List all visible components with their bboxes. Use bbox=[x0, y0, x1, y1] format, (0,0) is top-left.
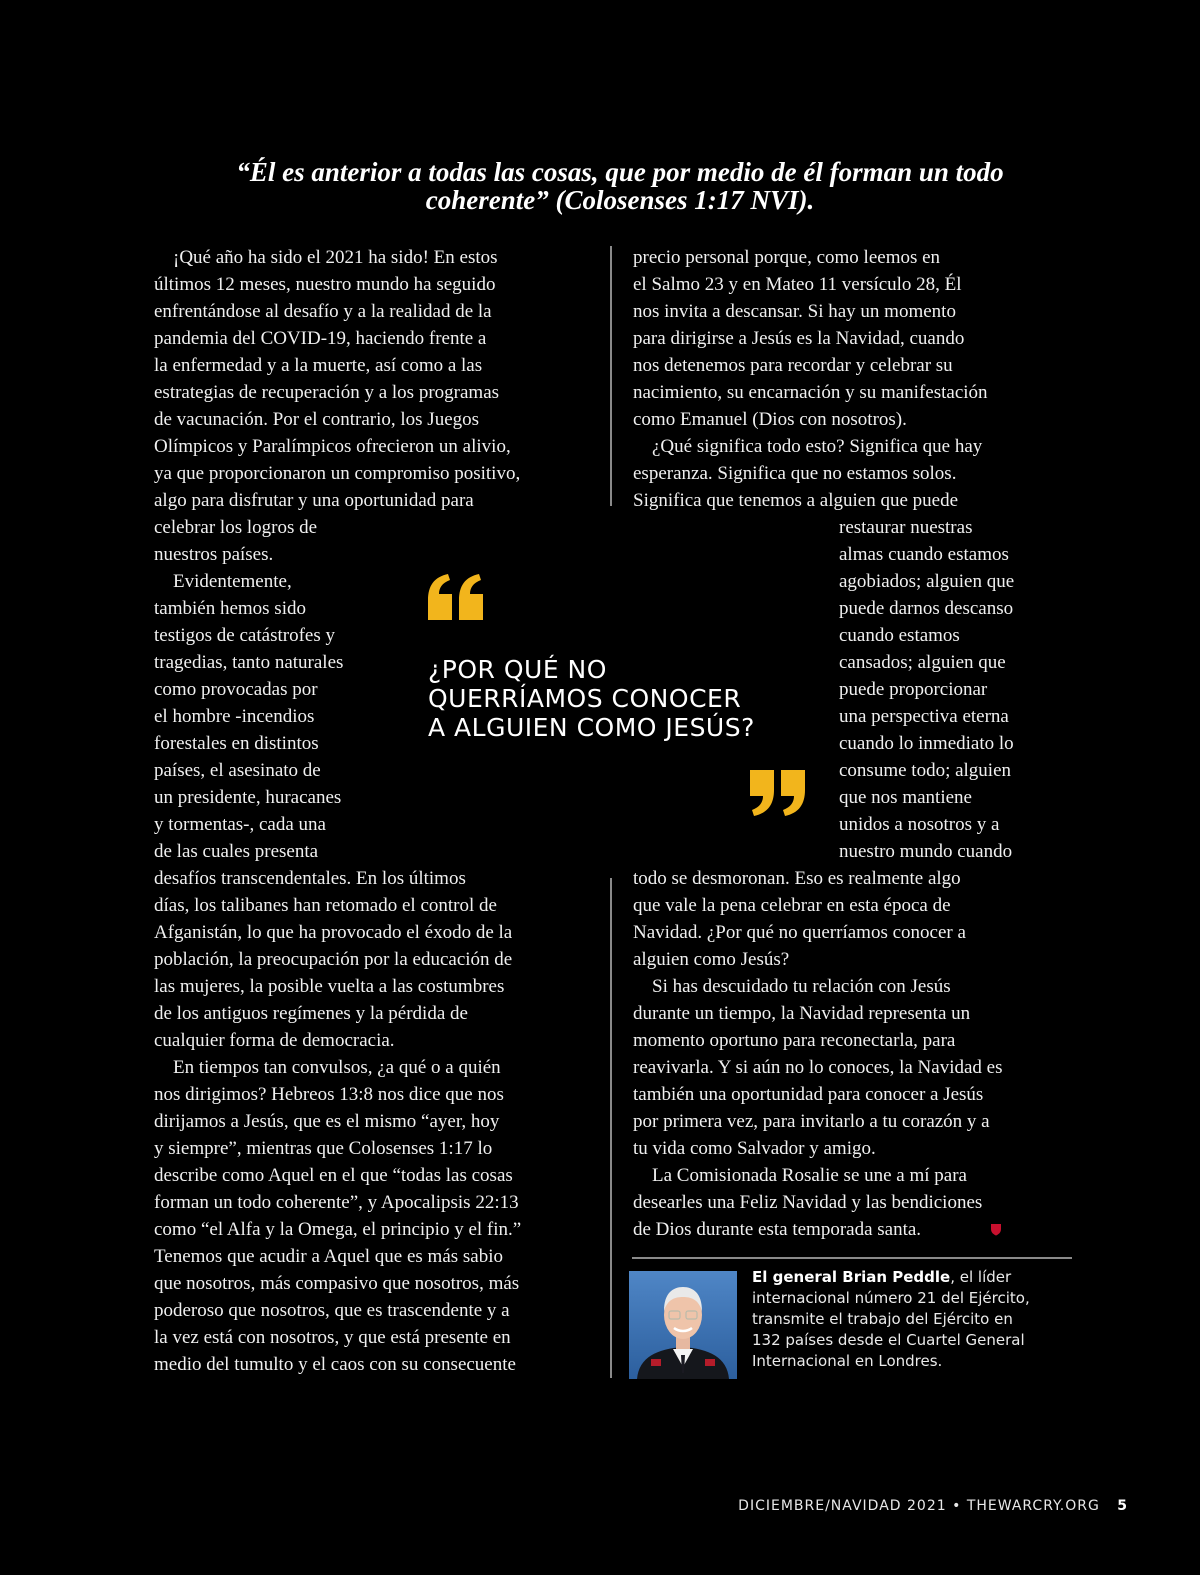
article-line: testigos de catástrofes y bbox=[154, 625, 335, 646]
article-line: cansados; alguien que bbox=[839, 652, 1006, 673]
article-line: desafíos transcendentales. En los últimos bbox=[154, 868, 466, 889]
article-line: almas cuando estamos bbox=[839, 544, 1009, 565]
author-name: El general Brian Peddle bbox=[752, 1268, 951, 1286]
footer-separator: • bbox=[952, 1498, 962, 1514]
article-line: países, el asesinato de bbox=[154, 760, 321, 781]
article-line: días, los talibanes han retomado el control de bbox=[154, 895, 497, 916]
pull-quote-line: A ALGUIEN COMO JESÚS? bbox=[428, 713, 755, 742]
article-line: y tormentas-, cada una bbox=[154, 814, 326, 835]
article-line: durante un tiempo, la Navidad representa un bbox=[633, 1003, 971, 1024]
article-line: para dirigirse a Jesús es la Navidad, cuando bbox=[633, 328, 965, 349]
article-line: de las cuales presenta bbox=[154, 841, 319, 862]
article-line: cualquier forma de democracia. bbox=[154, 1030, 395, 1051]
author-bio bbox=[752, 1267, 1082, 1372]
article-line: Navidad. ¿Por qué no querríamos conocer a bbox=[633, 922, 966, 943]
article-line: nos detenemos para recordar y celebrar su bbox=[633, 355, 953, 376]
article-line: forestales en distintos bbox=[154, 733, 319, 754]
pull-quote-line: QUERRÍAMOS CONOCER bbox=[428, 684, 742, 713]
article-line: enfrentándose al desafío y a la realidad de la bbox=[154, 301, 492, 322]
end-of-article-shield-icon bbox=[990, 1223, 1002, 1236]
footer-issue: DICIEMBRE/NAVIDAD 2021 bbox=[738, 1498, 947, 1514]
article-line: también hemos sido bbox=[154, 598, 306, 619]
article-line: de vacunación. Por el contrario, los Juegos bbox=[154, 409, 480, 430]
article-line: Afganistán, lo que ha provocado el éxodo de la bbox=[154, 922, 513, 943]
article-line: población, la preocupación por la educación de bbox=[154, 949, 513, 970]
article-line: alguien como Jesús? bbox=[633, 949, 790, 970]
column-divider-bottom bbox=[610, 878, 612, 1378]
article-line: dirijamos a Jesús, que es el mismo “ayer, hoy bbox=[154, 1111, 500, 1132]
page-number: 5 bbox=[1117, 1498, 1128, 1514]
article-line: algo para disfrutar y una oportunidad para bbox=[154, 490, 474, 511]
article-line: Significa que tenemos a alguien que puede bbox=[633, 490, 959, 511]
article-line: agobiados; alguien que bbox=[839, 571, 1015, 592]
article-line: Si has descuidado tu relación con Jesús bbox=[652, 976, 951, 997]
footer-site: THEWARCRY.ORG bbox=[966, 1498, 1100, 1514]
article-line: celebrar los logros de bbox=[154, 517, 318, 538]
article-line: como Emanuel (Dios con nosotros). bbox=[633, 409, 907, 430]
article-line: ¡Qué año ha sido el 2021 ha sido! En estos bbox=[173, 247, 498, 268]
article-line: momento oportuno para reconectarla, para bbox=[633, 1030, 956, 1051]
bio-divider bbox=[632, 1257, 1072, 1259]
article-line: reavivarla. Y si aún no lo conoces, la Navidad es bbox=[633, 1057, 1003, 1078]
article-line: tragedias, tanto naturales bbox=[154, 652, 344, 673]
article-line: ya que proporcionaron un compromiso positivo, bbox=[154, 463, 521, 484]
article-line: tu vida como Salvador y amigo. bbox=[633, 1138, 876, 1159]
article-line: describe como Aquel en el que “todas las cosas bbox=[154, 1165, 513, 1186]
bio-text: 132 países desde el Cuartel General bbox=[752, 1331, 1025, 1349]
article-line: últimos 12 meses, nuestro mundo ha seguido bbox=[154, 274, 496, 295]
article-line: En tiempos tan convulsos, ¿a qué o a quién bbox=[173, 1057, 501, 1078]
headline-line-1: “Él es anterior a todas las cosas, que por medio de él forman un todo bbox=[236, 157, 1004, 187]
article-line: unidos a nosotros y a bbox=[839, 814, 1000, 835]
column-divider-top bbox=[610, 246, 612, 506]
article-line: el hombre -incendios bbox=[154, 706, 315, 727]
open-quote-icon bbox=[428, 574, 484, 620]
article-line: puede darnos descanso bbox=[839, 598, 1014, 619]
article-line: pandemia del COVID-19, haciendo frente a bbox=[154, 328, 487, 349]
article-line: nos dirigimos? Hebreos 13:8 nos dice que nos bbox=[154, 1084, 504, 1105]
article-line: la enfermedad y a la muerte, así como a las bbox=[154, 355, 483, 376]
article-line: también una oportunidad para conocer a Jesús bbox=[633, 1084, 984, 1105]
article-line: como “el Alfa y la Omega, el principio y el fin.” bbox=[154, 1219, 522, 1240]
bio-text: internacional número 21 del Ejército, bbox=[752, 1289, 1030, 1307]
article-line: una perspectiva eterna bbox=[839, 706, 1009, 727]
article-line: que nos mantiene bbox=[839, 787, 972, 808]
article-line: restaurar nuestras bbox=[839, 517, 973, 538]
article-line: de Dios durante esta temporada santa. bbox=[633, 1219, 922, 1240]
article-line: todo se desmoronan. Eso es realmente algo bbox=[633, 868, 961, 889]
article-line: Evidentemente, bbox=[173, 571, 292, 592]
article-line: las mujeres, la posible vuelta a las costumbres bbox=[154, 976, 505, 997]
article-line: La Comisionada Rosalie se une a mí para bbox=[652, 1165, 967, 1186]
bio-text: Internacional en Londres. bbox=[752, 1352, 943, 1370]
article-line: nos invita a descansar. Si hay un momento bbox=[633, 301, 956, 322]
headline-quote bbox=[150, 158, 1090, 214]
article-line: de los antiguos regímenes y la pérdida de bbox=[154, 1003, 468, 1024]
article-line: puede proporcionar bbox=[839, 679, 988, 700]
author-portrait bbox=[629, 1271, 737, 1379]
article-line: cuando estamos bbox=[839, 625, 960, 646]
article-line: que nosotros, más compasivo que nosotros, más bbox=[154, 1273, 520, 1294]
article-line: un presidente, huracanes bbox=[154, 787, 342, 808]
article-line: el Salmo 23 y en Mateo 11 versículo 28, Él bbox=[633, 274, 962, 295]
article-line: la vez está con nosotros, y que está presente en bbox=[154, 1327, 511, 1348]
pull-quote bbox=[428, 655, 828, 742]
article-line: como provocadas por bbox=[154, 679, 318, 700]
page-footer bbox=[738, 1498, 1128, 1514]
article-line: esperanza. Significa que no estamos solos. bbox=[633, 463, 957, 484]
article-line: desearles una Feliz Navidad y las bendiciones bbox=[633, 1192, 983, 1213]
article-line: Tenemos que acudir a Aquel que es más sabio bbox=[154, 1246, 504, 1267]
bio-text: transmite el trabajo del Ejército en bbox=[752, 1310, 1013, 1328]
bio-first-line bbox=[752, 1267, 1082, 1288]
article-line: nacimiento, su encarnación y su manifestación bbox=[633, 382, 988, 403]
headline-line-2: coherente” (Colosenses 1:17 NVI). bbox=[425, 185, 815, 215]
bio-text: , el líder bbox=[950, 1268, 1012, 1286]
article-line: medio del tumulto y el caos con su consecuente bbox=[154, 1354, 516, 1375]
article-line: Olímpicos y Paralímpicos ofrecieron un alivio, bbox=[154, 436, 511, 457]
article-line: nuestro mundo cuando bbox=[839, 841, 1013, 862]
article-line: y siempre”, mientras que Colosenses 1:17 lo bbox=[154, 1138, 493, 1159]
article-line: precio personal porque, como leemos en bbox=[633, 247, 941, 268]
article-line: consume todo; alguien bbox=[839, 760, 1012, 781]
article-line: que vale la pena celebrar en esta época de bbox=[633, 895, 951, 916]
article-line: forman un todo coherente”, y Apocalipsis 22:13 bbox=[154, 1192, 519, 1213]
article-line: cuando lo inmediato lo bbox=[839, 733, 1014, 754]
article-line: por primera vez, para invitarlo a tu corazón y a bbox=[633, 1111, 990, 1132]
article-line: ¿Qué significa todo esto? Significa que hay bbox=[652, 436, 983, 457]
article-line: estrategias de recuperación y a los programas bbox=[154, 382, 500, 403]
close-quote-icon bbox=[750, 770, 806, 816]
article-line: nuestros países. bbox=[154, 544, 274, 565]
pull-quote-line: ¿POR QUÉ NO bbox=[428, 655, 607, 684]
article-line: poderoso que nosotros, que es trascendente y a bbox=[154, 1300, 510, 1321]
